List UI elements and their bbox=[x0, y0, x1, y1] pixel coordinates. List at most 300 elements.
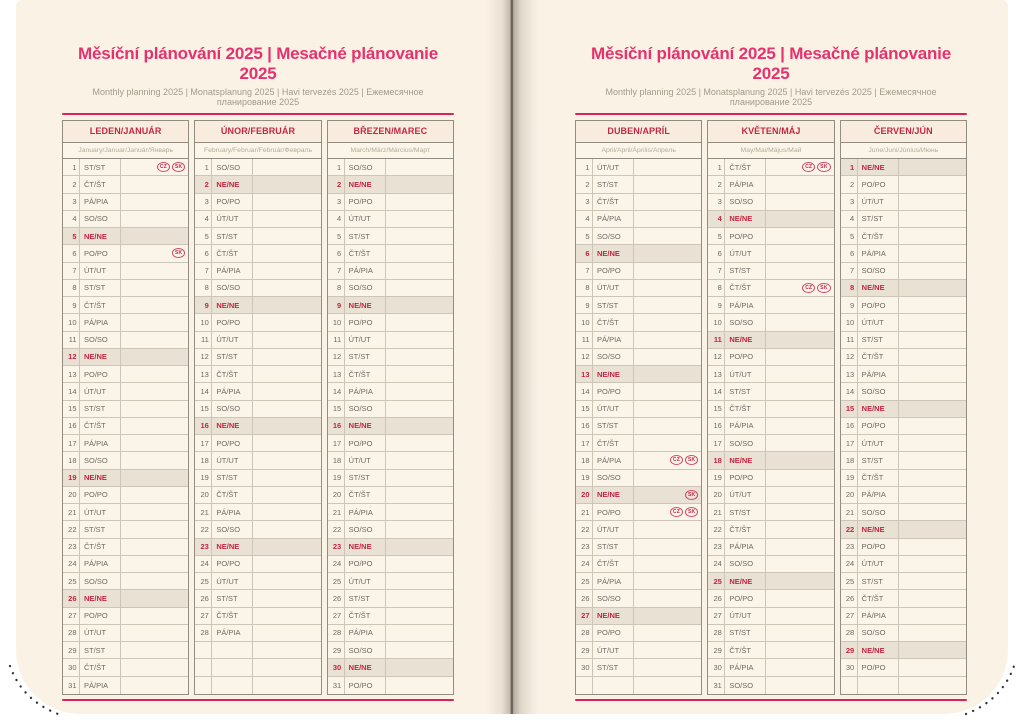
day-name: ČT/ŠT bbox=[345, 366, 386, 382]
day-row bbox=[63, 401, 188, 418]
day-name: NE/NE bbox=[858, 159, 899, 175]
notes-cell bbox=[253, 366, 320, 382]
day-number: 30 bbox=[576, 659, 593, 675]
day-number: 17 bbox=[841, 435, 858, 451]
day-name bbox=[858, 677, 899, 694]
notes-cell bbox=[121, 659, 188, 675]
day-number: 20 bbox=[708, 487, 725, 503]
day-row bbox=[63, 470, 188, 487]
day-row bbox=[708, 401, 833, 418]
day-number: 25 bbox=[328, 573, 345, 589]
day-number: 7 bbox=[195, 263, 212, 279]
day-name: ST/ST bbox=[345, 590, 386, 606]
notes-cell bbox=[253, 452, 320, 468]
day-row bbox=[841, 349, 966, 366]
day-number: 27 bbox=[708, 608, 725, 624]
day-number: 14 bbox=[708, 383, 725, 399]
notes-cell bbox=[386, 418, 453, 434]
day-number: 17 bbox=[708, 435, 725, 451]
notes-cell bbox=[634, 297, 701, 313]
day-row bbox=[195, 435, 320, 452]
notes-cell bbox=[253, 608, 320, 624]
notes-cell bbox=[253, 435, 320, 451]
day-name: ST/ST bbox=[345, 349, 386, 365]
day-row bbox=[708, 245, 833, 262]
day-row bbox=[328, 590, 453, 607]
notes-cell bbox=[386, 349, 453, 365]
day-name: ČT/ŠT bbox=[212, 366, 253, 382]
day-row bbox=[841, 245, 966, 262]
notes-cell bbox=[386, 194, 453, 210]
day-number: 28 bbox=[708, 625, 725, 641]
notes-cell bbox=[766, 263, 833, 279]
day-row bbox=[328, 245, 453, 262]
day-name: ČT/ŠT bbox=[80, 659, 121, 675]
day-row bbox=[63, 297, 188, 314]
empty-row bbox=[576, 677, 701, 694]
day-name: PÁ/PIA bbox=[80, 556, 121, 572]
day-number: 7 bbox=[576, 263, 593, 279]
notes-cell bbox=[899, 573, 966, 589]
notes-cell bbox=[121, 573, 188, 589]
day-row bbox=[63, 504, 188, 521]
notes-cell bbox=[899, 176, 966, 192]
day-number: 8 bbox=[841, 280, 858, 296]
month-table-kveten-maj bbox=[707, 120, 834, 695]
notes-cell bbox=[386, 435, 453, 451]
notes-cell bbox=[899, 539, 966, 555]
day-row bbox=[328, 539, 453, 556]
day-name: PO/PO bbox=[345, 194, 386, 210]
day-name: SO/SO bbox=[725, 677, 766, 694]
notes-cell bbox=[253, 677, 320, 694]
day-row bbox=[63, 383, 188, 400]
day-row bbox=[576, 297, 701, 314]
day-number bbox=[195, 642, 212, 658]
day-number: 29 bbox=[576, 642, 593, 658]
day-number: 18 bbox=[708, 452, 725, 468]
day-number: 6 bbox=[195, 245, 212, 261]
day-number: 31 bbox=[708, 677, 725, 694]
day-number: 19 bbox=[576, 470, 593, 486]
day-number: 20 bbox=[328, 487, 345, 503]
day-number: 21 bbox=[195, 504, 212, 520]
day-row bbox=[708, 366, 833, 383]
day-row bbox=[195, 383, 320, 400]
day-row bbox=[328, 573, 453, 590]
day-name: ČT/ŠT bbox=[80, 418, 121, 434]
cz-holiday-badge-icon: CZ bbox=[802, 283, 815, 293]
day-name: ČT/ŠT bbox=[593, 435, 634, 451]
day-number: 2 bbox=[195, 176, 212, 192]
empty-row bbox=[195, 642, 320, 659]
day-row bbox=[328, 297, 453, 314]
day-row bbox=[63, 280, 188, 297]
day-number: 29 bbox=[841, 642, 858, 658]
day-number: 22 bbox=[63, 521, 80, 537]
day-number: 12 bbox=[576, 349, 593, 365]
day-row bbox=[328, 556, 453, 573]
day-row bbox=[195, 332, 320, 349]
day-number: 3 bbox=[328, 194, 345, 210]
day-row bbox=[576, 608, 701, 625]
day-number: 12 bbox=[708, 349, 725, 365]
day-name: PO/PO bbox=[725, 228, 766, 244]
day-number: 14 bbox=[841, 383, 858, 399]
day-row bbox=[63, 159, 188, 176]
notes-cell bbox=[253, 332, 320, 348]
day-name: SO/SO bbox=[212, 159, 253, 175]
day-name: PO/PO bbox=[80, 487, 121, 503]
day-row bbox=[708, 677, 833, 694]
day-name: NE/NE bbox=[345, 659, 386, 675]
day-name: NE/NE bbox=[593, 608, 634, 624]
day-row bbox=[63, 211, 188, 228]
day-row bbox=[195, 504, 320, 521]
day-name: ČT/ŠT bbox=[725, 642, 766, 658]
day-row bbox=[195, 401, 320, 418]
day-number: 5 bbox=[328, 228, 345, 244]
day-number: 3 bbox=[708, 194, 725, 210]
notes-cell bbox=[899, 452, 966, 468]
day-name: NE/NE bbox=[858, 521, 899, 537]
day-number: 5 bbox=[841, 228, 858, 244]
day-name: ČT/ŠT bbox=[593, 194, 634, 210]
notes-cell bbox=[253, 625, 320, 641]
day-row bbox=[195, 366, 320, 383]
day-name: ČT/ŠT bbox=[858, 228, 899, 244]
notes-cell bbox=[766, 642, 833, 658]
day-row bbox=[328, 504, 453, 521]
day-number: 11 bbox=[195, 332, 212, 348]
day-name: PO/PO bbox=[345, 435, 386, 451]
notes-cell bbox=[253, 521, 320, 537]
notes-cell bbox=[121, 366, 188, 382]
day-name: PO/PO bbox=[212, 314, 253, 330]
month-multilingual-name: April/April/Április/Апрель bbox=[576, 143, 701, 159]
day-number: 5 bbox=[63, 228, 80, 244]
day-number: 12 bbox=[841, 349, 858, 365]
sk-holiday-badge-icon: SK bbox=[685, 490, 698, 500]
day-row bbox=[708, 435, 833, 452]
day-name: ST/ST bbox=[212, 349, 253, 365]
day-number: 9 bbox=[576, 297, 593, 313]
day-row bbox=[328, 487, 453, 504]
bottom-rule bbox=[575, 699, 967, 701]
day-row bbox=[576, 366, 701, 383]
notes-cell bbox=[386, 297, 453, 313]
day-name: SO/SO bbox=[593, 470, 634, 486]
notes-cell bbox=[253, 263, 320, 279]
day-name: NE/NE bbox=[725, 332, 766, 348]
day-row bbox=[328, 659, 453, 676]
month-multilingual-name: March/März/Március/Март bbox=[328, 143, 453, 159]
day-number: 24 bbox=[708, 556, 725, 572]
day-name: PO/PO bbox=[725, 470, 766, 486]
notes-cell bbox=[121, 625, 188, 641]
notes-cell bbox=[899, 211, 966, 227]
day-number bbox=[576, 677, 593, 694]
notes-cell bbox=[253, 418, 320, 434]
day-row bbox=[328, 314, 453, 331]
day-row bbox=[576, 176, 701, 193]
day-number: 26 bbox=[576, 590, 593, 606]
day-name: PO/PO bbox=[212, 194, 253, 210]
day-name: ČT/ŠT bbox=[725, 521, 766, 537]
day-number: 28 bbox=[576, 625, 593, 641]
day-number bbox=[195, 659, 212, 675]
day-number: 21 bbox=[708, 504, 725, 520]
day-row bbox=[841, 573, 966, 590]
day-name: PO/PO bbox=[80, 608, 121, 624]
day-name bbox=[212, 677, 253, 694]
day-row bbox=[576, 590, 701, 607]
day-row bbox=[63, 245, 188, 262]
day-name: PÁ/PIA bbox=[345, 263, 386, 279]
notes-cell bbox=[634, 383, 701, 399]
day-number: 16 bbox=[708, 418, 725, 434]
day-name: PÁ/PIA bbox=[725, 176, 766, 192]
day-name: NE/NE bbox=[725, 573, 766, 589]
day-name: ST/ST bbox=[212, 470, 253, 486]
day-name: PO/PO bbox=[212, 556, 253, 572]
day-name: PÁ/PIA bbox=[80, 194, 121, 210]
notes-cell bbox=[634, 625, 701, 641]
day-row bbox=[195, 176, 320, 193]
day-number: 23 bbox=[576, 539, 593, 555]
day-name: ÚT/UT bbox=[80, 263, 121, 279]
notes-cell bbox=[899, 504, 966, 520]
day-row bbox=[708, 608, 833, 625]
day-number: 6 bbox=[328, 245, 345, 261]
day-name: ČT/ŠT bbox=[725, 401, 766, 417]
day-name: NE/NE bbox=[345, 297, 386, 313]
day-number: 15 bbox=[63, 401, 80, 417]
day-row bbox=[576, 159, 701, 176]
day-name: PO/PO bbox=[858, 539, 899, 555]
day-number: 19 bbox=[841, 470, 858, 486]
day-row bbox=[576, 521, 701, 538]
day-number: 28 bbox=[328, 625, 345, 641]
day-name: SO/SO bbox=[80, 332, 121, 348]
day-name: ČT/ŠT bbox=[345, 245, 386, 261]
day-name: PÁ/PIA bbox=[212, 504, 253, 520]
notes-cell bbox=[253, 211, 320, 227]
notes-cell bbox=[121, 677, 188, 694]
day-name: SO/SO bbox=[858, 263, 899, 279]
day-name: PÁ/PIA bbox=[345, 625, 386, 641]
day-row bbox=[576, 452, 701, 469]
day-number: 22 bbox=[195, 521, 212, 537]
notes-cell bbox=[386, 625, 453, 641]
day-row bbox=[63, 176, 188, 193]
day-number: 19 bbox=[195, 470, 212, 486]
day-row bbox=[708, 625, 833, 642]
day-name: ÚT/UT bbox=[80, 625, 121, 641]
day-name: SO/SO bbox=[80, 452, 121, 468]
day-number: 24 bbox=[576, 556, 593, 572]
day-row bbox=[63, 677, 188, 694]
notes-cell bbox=[253, 297, 320, 313]
day-row bbox=[328, 470, 453, 487]
day-number: 19 bbox=[708, 470, 725, 486]
day-row bbox=[841, 297, 966, 314]
day-number: 15 bbox=[841, 401, 858, 417]
notes-cell bbox=[253, 245, 320, 261]
day-name: NE/NE bbox=[80, 228, 121, 244]
day-name: ČT/ŠT bbox=[725, 159, 766, 175]
day-row bbox=[708, 383, 833, 400]
day-number: 1 bbox=[63, 159, 80, 175]
day-row bbox=[841, 470, 966, 487]
day-number: 31 bbox=[328, 677, 345, 694]
notes-cell bbox=[386, 176, 453, 192]
day-name: NE/NE bbox=[345, 176, 386, 192]
day-number: 2 bbox=[708, 176, 725, 192]
day-name: ČT/ŠT bbox=[345, 608, 386, 624]
notes-cell bbox=[253, 176, 320, 192]
day-name: ÚT/UT bbox=[593, 401, 634, 417]
day-number: 8 bbox=[328, 280, 345, 296]
day-number: 19 bbox=[63, 470, 80, 486]
day-name: ÚT/UT bbox=[593, 642, 634, 658]
day-name: ČT/ŠT bbox=[212, 487, 253, 503]
day-name: NE/NE bbox=[80, 590, 121, 606]
day-name: ST/ST bbox=[725, 625, 766, 641]
right-page bbox=[575, 0, 967, 701]
notes-cell bbox=[386, 245, 453, 261]
day-row bbox=[195, 556, 320, 573]
day-row bbox=[708, 642, 833, 659]
month-name: LEDEN/JANUÁR bbox=[63, 121, 188, 143]
notes-cell bbox=[253, 590, 320, 606]
notes-cell bbox=[121, 435, 188, 451]
day-row bbox=[708, 228, 833, 245]
day-number: 1 bbox=[195, 159, 212, 175]
day-name: PO/PO bbox=[80, 366, 121, 382]
notes-cell bbox=[121, 194, 188, 210]
notes-cell bbox=[253, 504, 320, 520]
day-name: ST/ST bbox=[593, 539, 634, 555]
notes-cell bbox=[121, 556, 188, 572]
notes-cell bbox=[121, 176, 188, 192]
day-row bbox=[708, 521, 833, 538]
day-row bbox=[195, 573, 320, 590]
day-row bbox=[708, 349, 833, 366]
day-name: PO/PO bbox=[345, 677, 386, 694]
notes-cell bbox=[899, 159, 966, 175]
day-row bbox=[576, 211, 701, 228]
notes-cell bbox=[899, 332, 966, 348]
day-name: ST/ST bbox=[858, 332, 899, 348]
notes-cell bbox=[766, 297, 833, 313]
notes-cell bbox=[899, 677, 966, 694]
day-name: ST/ST bbox=[593, 418, 634, 434]
day-row bbox=[63, 194, 188, 211]
day-row bbox=[328, 418, 453, 435]
notes-cell bbox=[386, 521, 453, 537]
day-name: SO/SO bbox=[725, 194, 766, 210]
notes-cell bbox=[634, 470, 701, 486]
day-row bbox=[328, 280, 453, 297]
notes-cell bbox=[634, 245, 701, 261]
notes-cell bbox=[121, 263, 188, 279]
day-name: PÁ/PIA bbox=[80, 677, 121, 694]
day-number: 29 bbox=[63, 642, 80, 658]
day-row bbox=[708, 659, 833, 676]
day-number: 6 bbox=[708, 245, 725, 261]
day-number: 12 bbox=[328, 349, 345, 365]
notes-cell bbox=[899, 245, 966, 261]
day-row bbox=[328, 263, 453, 280]
notes-cell bbox=[386, 332, 453, 348]
day-number: 30 bbox=[841, 659, 858, 675]
day-name: PO/PO bbox=[858, 297, 899, 313]
notes-cell bbox=[253, 659, 320, 675]
day-name: PO/PO bbox=[725, 349, 766, 365]
day-name: ÚT/UT bbox=[858, 435, 899, 451]
notes-cell bbox=[253, 280, 320, 296]
day-row bbox=[841, 211, 966, 228]
day-number: 22 bbox=[576, 521, 593, 537]
day-name: SO/SO bbox=[345, 642, 386, 658]
notes-cell bbox=[634, 590, 701, 606]
notes-cell bbox=[121, 418, 188, 434]
day-row bbox=[708, 176, 833, 193]
day-row bbox=[576, 332, 701, 349]
day-row bbox=[195, 521, 320, 538]
notes-cell bbox=[766, 504, 833, 520]
notes-cell bbox=[899, 642, 966, 658]
notes-cell bbox=[253, 573, 320, 589]
day-number: 18 bbox=[576, 452, 593, 468]
notes-cell bbox=[634, 263, 701, 279]
notes-cell bbox=[899, 659, 966, 675]
day-number: 24 bbox=[841, 556, 858, 572]
day-row bbox=[63, 659, 188, 676]
day-number: 9 bbox=[195, 297, 212, 313]
notes-cell bbox=[634, 228, 701, 244]
notes-cell bbox=[386, 539, 453, 555]
day-name: NE/NE bbox=[593, 366, 634, 382]
day-row bbox=[841, 228, 966, 245]
notes-cell bbox=[766, 245, 833, 261]
page-title: Měsíční plánování 2025 | Mesačné plánovanie 2025 bbox=[78, 44, 438, 83]
day-name: PÁ/PIA bbox=[80, 314, 121, 330]
day-number: 27 bbox=[63, 608, 80, 624]
notes-cell bbox=[386, 383, 453, 399]
notes-cell bbox=[766, 280, 833, 296]
notes-cell bbox=[121, 314, 188, 330]
day-name: ČT/ŠT bbox=[80, 297, 121, 313]
day-name: SO/SO bbox=[858, 383, 899, 399]
day-number: 5 bbox=[708, 228, 725, 244]
day-row bbox=[841, 659, 966, 676]
notes-cell bbox=[121, 504, 188, 520]
day-name: NE/NE bbox=[858, 401, 899, 417]
day-name: PO/PO bbox=[858, 659, 899, 675]
day-row bbox=[63, 590, 188, 607]
day-row bbox=[576, 487, 701, 504]
day-row bbox=[195, 625, 320, 642]
day-name: NE/NE bbox=[593, 487, 634, 503]
notes-cell bbox=[386, 366, 453, 382]
notes-cell bbox=[899, 625, 966, 641]
day-number: 3 bbox=[63, 194, 80, 210]
day-name: PÁ/PIA bbox=[593, 211, 634, 227]
notes-cell bbox=[386, 659, 453, 675]
day-row bbox=[841, 521, 966, 538]
